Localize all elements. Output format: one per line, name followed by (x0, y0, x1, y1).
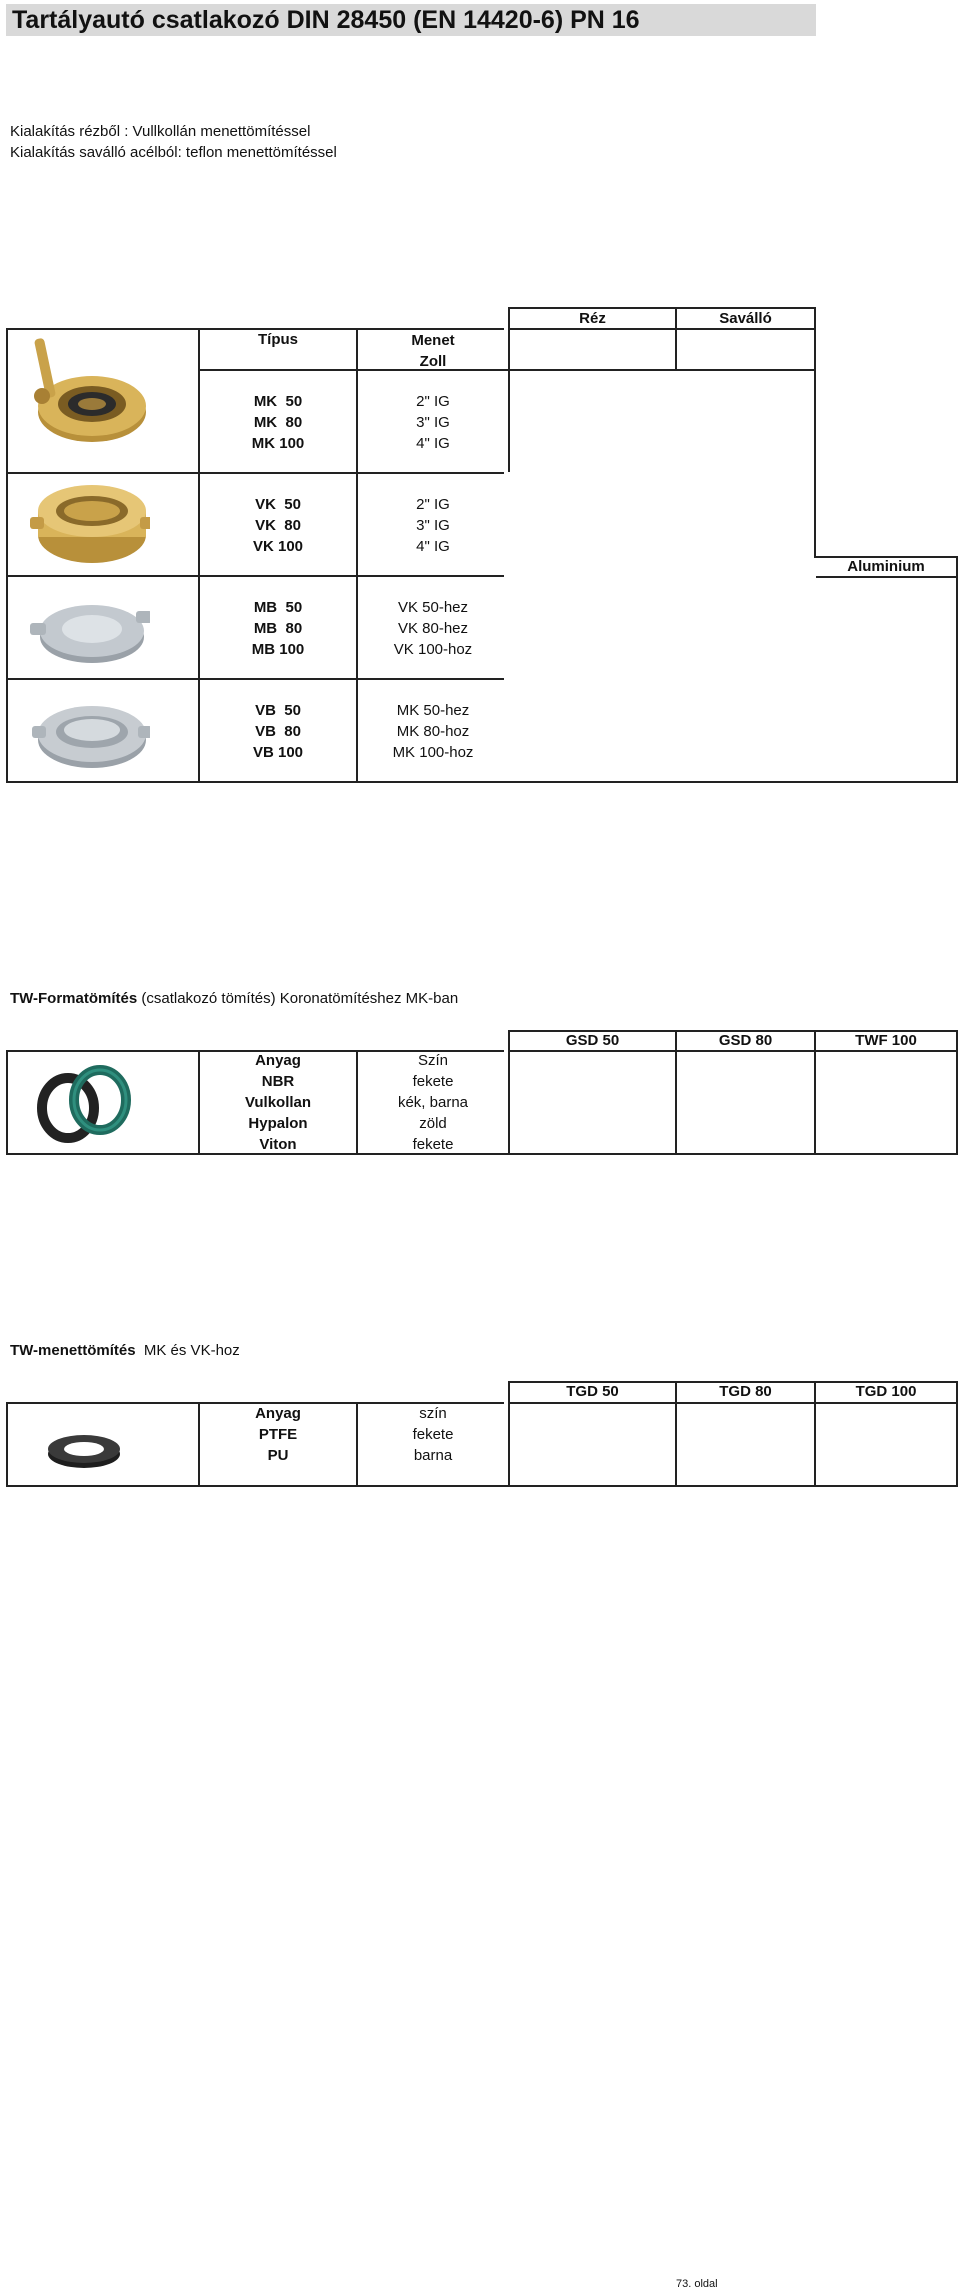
thread-seal-anyag: Anyag PTFE PU (255, 1405, 301, 1464)
intro-line-2: Kialakítás saválló acélból: teflon menettömítéssel (10, 144, 337, 161)
brass-coupling-with-lever-image (30, 334, 150, 450)
header-savallo: Saválló (719, 310, 772, 327)
row2-tipus: VK 50 VK 80 VK 100 (252, 496, 304, 555)
row3-tipus: MB 50 MB 80 MB 100 (251, 599, 305, 658)
header-tgd100: TGD 100 (855, 1383, 917, 1400)
section-seal-title: TW-Formatömítés (csatlakozó tömítés) Koronatömítéshez MK-ban (10, 990, 459, 1007)
brass-coupling-nut-image (30, 477, 150, 573)
page-number: 73. oldal (676, 2278, 718, 2290)
page-title: Tartályautó csatlakozó DIN 28450 (EN 14420-6) PN 16 (12, 6, 640, 34)
row1-menet: 2" IG 3" IG 4" IG (416, 393, 450, 452)
header-tgd80: TGD 80 (719, 1383, 772, 1400)
header-gsd80: GSD 80 (718, 1032, 773, 1049)
seal-szin: Szín fekete kék, barna zöld fekete (397, 1052, 469, 1153)
intro-line-1: Kialakítás rézből : Vullkollán menettömítéssel (10, 123, 311, 140)
row3-menet: VK 50-hez VK 80-hez VK 100-hoz (393, 599, 473, 658)
header-menet: Menet Zoll (411, 332, 455, 370)
header-gsd50: GSD 50 (565, 1032, 620, 1049)
header-aluminium: Aluminium (847, 558, 925, 575)
seal-anyag: Anyag NBR Vulkollan Hypalon Viton (244, 1052, 312, 1153)
header-tipus: Típus (258, 331, 298, 348)
header-twf100: TWF 100 (855, 1032, 917, 1049)
header-rez: Réz (579, 310, 606, 327)
aluminium-blind-plug-image (30, 690, 150, 774)
thread-seal-szin: szín fekete barna (412, 1405, 454, 1464)
section-thread-seal-title: TW-menettömítés MK és VK-hoz (10, 1342, 240, 1359)
row2-menet: 2" IG 3" IG 4" IG (416, 496, 450, 555)
row4-menet: MK 50-hez MK 80-hoz MK 100-hoz (392, 702, 474, 761)
aluminium-blind-cap-image (30, 585, 150, 669)
row1-tipus: MK 50 MK 80 MK 100 (251, 393, 305, 452)
flat-thread-seal-image (44, 1424, 124, 1474)
rubber-seal-rings-image (34, 1062, 134, 1146)
header-tgd50: TGD 50 (566, 1383, 619, 1400)
row4-tipus: VB 50 VB 80 VB 100 (252, 702, 304, 761)
